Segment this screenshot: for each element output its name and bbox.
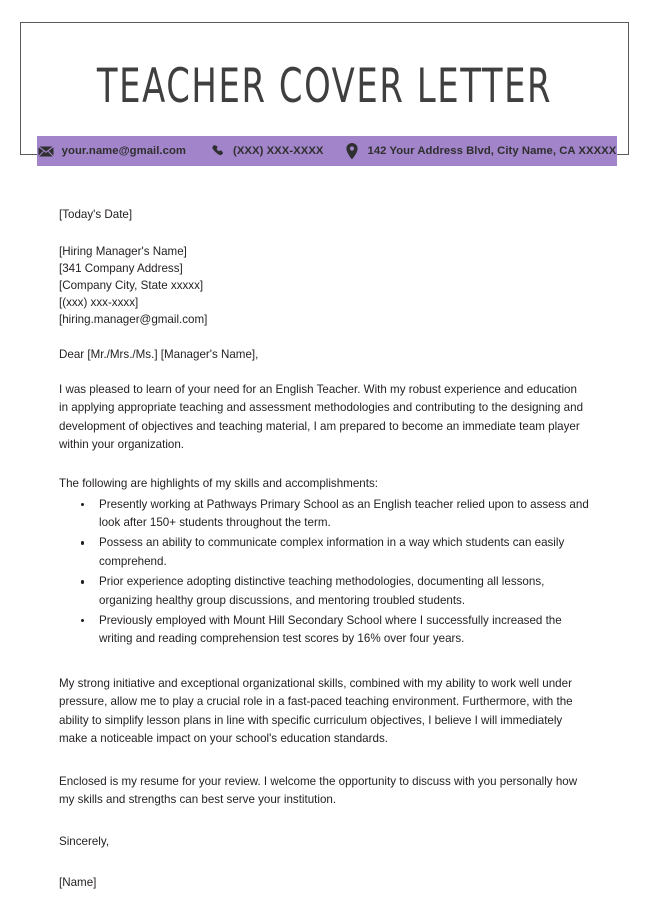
envelope-icon xyxy=(38,143,55,160)
spacer-before-salutation xyxy=(59,328,589,346)
list-item-text: Possess an ability to communicate complex information in a way which students can easily comprehend. xyxy=(99,536,565,568)
bullet-icon xyxy=(81,503,84,506)
contact-phone-text: (XXX) XXX-XXXX xyxy=(233,145,324,157)
list-item-text: Prior experience adopting distinctive teaching methodologies, documenting all lessons, organizing healthy group discussions, and mentoring troubled students. xyxy=(99,575,545,607)
letter-date: [Today's Date] xyxy=(59,208,133,221)
spacer-before-intro xyxy=(59,363,589,381)
contact-phone[interactable] xyxy=(209,143,323,160)
closing-paragraph: Enclosed is my resume for your review. I welcome the opportunity to discuss with you personally how my skills and strengths can best serve your institution. xyxy=(59,774,578,806)
spacer-before-highlights xyxy=(59,455,589,475)
letterhead xyxy=(0,0,650,182)
contact-address[interactable] xyxy=(344,143,617,160)
contact-address-text: 142 Your Address Blvd, City Name, CA XXXXX xyxy=(367,145,617,157)
contact-email[interactable] xyxy=(38,143,186,160)
spacer-before-signature xyxy=(59,850,589,874)
recipient-line: [hiring.manager@gmail.com] xyxy=(59,313,208,326)
phone-icon xyxy=(209,143,226,160)
recipient-line: [Company City, State xxxxx] xyxy=(59,279,204,292)
recipient-line: [(xxx) xxx-xxxx] xyxy=(59,296,139,309)
spacer-before-signoff xyxy=(59,809,589,833)
strengths-paragraph: My strong initiative and exceptional organizational skills, combined with my ability to work well under pressure, allow me to play a crucial role in a fast-paced teaching environment. Furthermore, with the ability to simplify lesson plans in line with specific curriculum objectives, I believe I will immediately make a noticeable impact on your school's education standards. xyxy=(59,676,573,746)
signature-name: [Name] xyxy=(59,876,97,890)
list-item xyxy=(59,496,589,533)
spacer-before-strengths xyxy=(59,651,589,675)
bullet-icon xyxy=(81,541,84,544)
salutation: Dear [Mr./Mrs./Ms.] [Manager's Name], xyxy=(59,348,259,361)
spacer-after-date xyxy=(59,223,589,243)
recipient-block xyxy=(59,243,589,328)
list-item-text: Presently working at Pathways Primary School as an English teacher relied upon to assess and look after 150+ students throughout the term. xyxy=(99,497,589,530)
list-item xyxy=(59,534,589,571)
map-pin-icon xyxy=(344,143,361,160)
contact-bar xyxy=(37,136,617,166)
recipient-line: [Hiring Manager's Name] xyxy=(59,245,187,258)
contact-email-text: your.name@gmail.com xyxy=(61,145,187,157)
sign-off: Sincerely, xyxy=(59,835,110,849)
intro-paragraph: I was pleased to learn of your need for an English Teacher. With my robust experience and education in applying appropriate teaching and assessment methodologies and contributing to the designing and development of objectives and teaching material, I am prepared to become an immediate team player within your organization. xyxy=(59,383,584,452)
recipient-line: [341 Company Address] xyxy=(59,262,183,275)
bullet-icon xyxy=(81,619,84,622)
list-item xyxy=(59,573,589,610)
highlights-lead: The following are highlights of my skills and accomplishments: xyxy=(59,476,378,490)
letter-body xyxy=(59,206,589,891)
bullet-icon xyxy=(81,580,84,583)
list-item xyxy=(59,612,589,649)
page-title-text: TEACHER COVER LETTER xyxy=(96,59,553,114)
highlights-list xyxy=(59,496,589,649)
list-item-text: Previously employed with Mount Hill Secondary School where I successfully increased the writing and reading comprehension test scores by 16% over four years. xyxy=(99,614,562,646)
spacer-before-closing xyxy=(59,749,589,773)
